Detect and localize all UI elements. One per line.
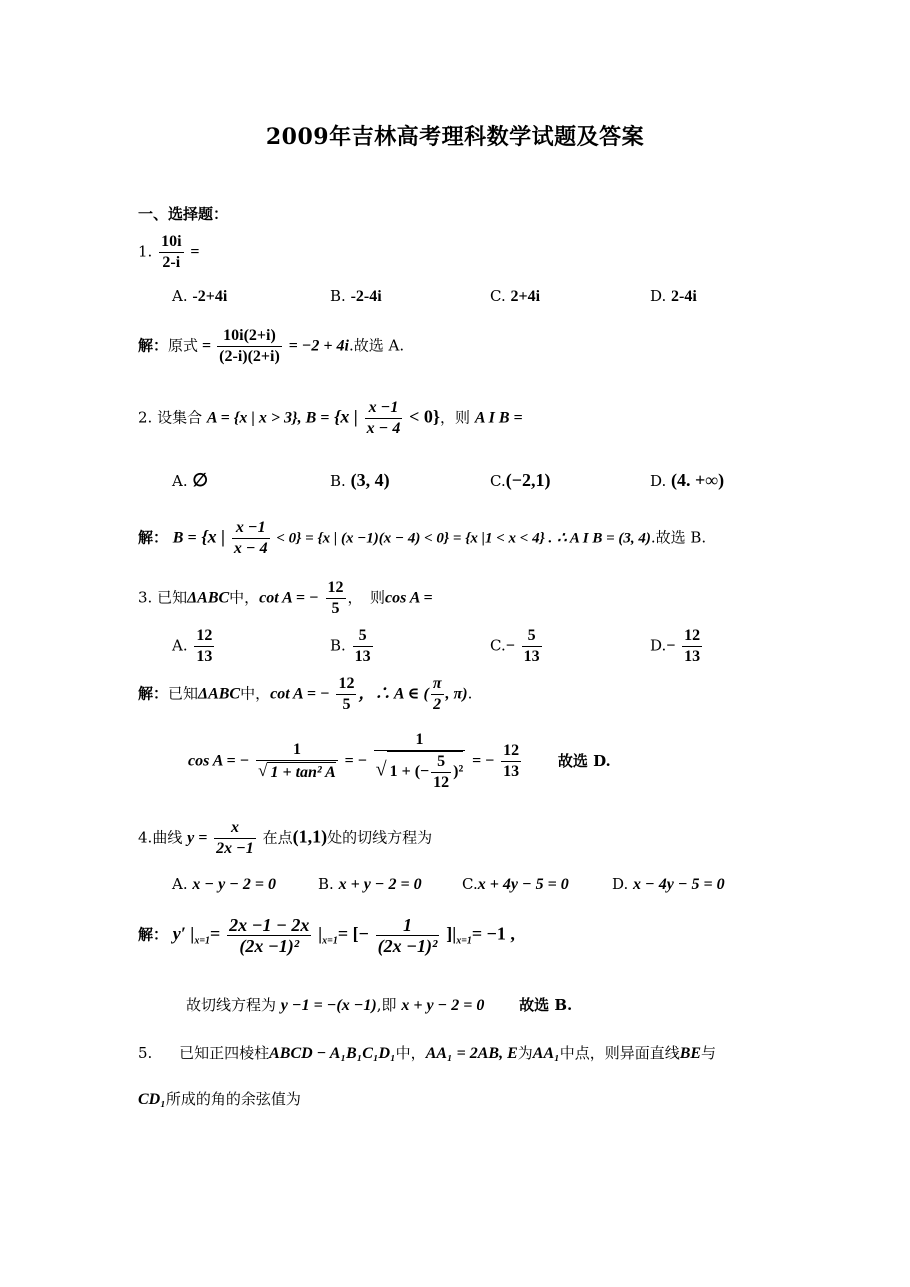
q3-cos-eq2: = − — [344, 752, 367, 770]
q5-mid2: 为 — [517, 1044, 533, 1062]
question-4 — [138, 818, 432, 859]
q4-solution: 解： y′ $|_{x=1}=$ $\frac{2x -1 - 2x}{\text{(2x −1)²}}$ $|_{x=1}=$ [− $\frac{1}{\text{(2x −1)²}}$ ]$|_{x=1}= -1$ , — [138, 915, 515, 956]
q4-line2-eq: y −1 = −(x −1) — [280, 997, 377, 1014]
q1-option-b: B. -2-4i — [330, 287, 382, 305]
q2-text: 设集合 — [157, 408, 203, 427]
q3-sol-dot: . — [467, 684, 473, 703]
q2-frac-den: x − 4 — [366, 420, 401, 437]
q3-cos-frac1: $\frac{1}{\text{√ 1 + tan² A}}$ — [258, 741, 336, 781]
q2-sol-end: .故选 B. — [650, 528, 707, 547]
q3-solution — [138, 674, 472, 715]
q2-sol-fraction — [232, 518, 270, 559]
question-2 — [138, 398, 523, 439]
q1-equals: = — [190, 243, 200, 261]
q1-sol-fraction — [217, 326, 282, 367]
page-title: 2009年吉林高考理科数学试题及答案 — [265, 124, 645, 150]
q2-solution — [138, 518, 706, 559]
q5-text: 已知正四棱柱 — [179, 1044, 270, 1062]
q4-option-c: C.x + 4y − 5 = 0 — [462, 875, 569, 893]
q4-line2-eq2: x + y − 2 = 0 — [401, 997, 485, 1014]
q4-option-b: B. x + y − 2 = 0 — [318, 875, 422, 893]
q4-fraction: $\frac{x}{2x -1}$ — [216, 819, 254, 857]
q3-option-a: A. $\frac{12}{13}$ — [172, 627, 213, 665]
q2-option-a: A. ∅ — [172, 470, 209, 490]
q5-cd1: CD₁ — [138, 1091, 166, 1108]
question-5 — [138, 1042, 716, 1063]
q4-text: 曲线 — [152, 828, 183, 847]
q2-sol-c: < 0} = {x | (x −1)(x − 4) < 0} = {x |1 < x < 4} . — [276, 530, 553, 547]
q1-number: 1. — [138, 242, 153, 261]
q3-sol-pi-end: , π) — [445, 685, 468, 703]
q5-be: BE — [679, 1045, 702, 1062]
q2-sol-b: {x | — [201, 526, 226, 547]
q4-y: y = — [187, 829, 208, 847]
q3-sol-mid: 中， — [240, 684, 271, 703]
q2-tail: ，则 — [440, 408, 471, 427]
q3-sol-fraction: $\frac{12}{5}$ — [338, 675, 355, 713]
q3-cos-frac3: $\frac{12}{13}$ — [503, 742, 520, 780]
q4-sol-frac1: $\frac{2x -1 - 2x}{\text{(2x −1)²}}$ — [229, 915, 310, 956]
q3-option-b: B. $\frac{5}{13}$ — [330, 627, 371, 665]
q2-option-c: C.(−2,1) — [490, 470, 551, 490]
q3-sol-prefix: 解： — [138, 684, 169, 703]
q4-option-d: D. x − 4y − 5 = 0 — [612, 875, 725, 893]
q1-fraction — [159, 232, 183, 273]
q2-option-b: B. (3, 4) — [330, 470, 390, 490]
q4-sol-prefix: 解： — [138, 925, 169, 944]
q3-cos-lhs: cos A = − — [188, 752, 250, 770]
question-5-line2 — [138, 1088, 301, 1109]
q5-number: 5. — [138, 1044, 153, 1062]
q3-tail: ， 则 — [347, 588, 386, 607]
q2-set-a: A = {x | x > 3}, B = — [206, 409, 330, 427]
q4-mid: 在点 — [262, 828, 293, 847]
q1-sol-end: .故选 A. — [348, 336, 405, 355]
q5-tail: 所成的角的余弦值为 — [165, 1090, 301, 1108]
q4-sol-y: y′ | — [172, 923, 195, 944]
q1-frac-num: 10i — [159, 232, 183, 253]
q3-sol-therefore: ，∴ A ∈ ( — [358, 685, 429, 703]
q2-sol-prefix: 解： — [138, 528, 169, 547]
q3-tail-expr: cos A = — [385, 589, 433, 607]
question-3 — [138, 578, 433, 619]
section-heading: 一、选择题： — [138, 205, 229, 223]
q2-fraction — [365, 398, 403, 439]
q5-mid4: 与 — [701, 1044, 717, 1062]
q3-triangle: ΔABC — [187, 589, 230, 607]
q2-sol-a: B = — [172, 529, 197, 547]
q1-sol-num: 10i(2+i) — [217, 326, 282, 347]
q1-option-d: D. 2-4i — [650, 287, 697, 305]
q5-aa1: AA₁ — [532, 1045, 560, 1062]
q3-sol-text: 已知 — [168, 684, 199, 703]
q4-number: 4. — [138, 828, 153, 847]
q3-fraction — [326, 578, 346, 619]
q3-frac-num: 12 — [326, 578, 346, 599]
q4-sol-frac2: $\frac{1}{\text{(2x −1)²}}$ — [377, 915, 438, 956]
q1-option-a: A. -2+4i — [172, 287, 228, 305]
q2-sol-den: x − 4 — [233, 540, 268, 557]
q3-sol-cot: cot A = − — [270, 685, 330, 703]
q5-mid3: 中点，则异面直线 — [559, 1044, 680, 1062]
q4-line2-mid: ,即 — [376, 996, 397, 1014]
q3-cos-frac2: 1 √ 1 + (− $\frac{5}{12}$ )² — [375, 731, 464, 791]
q3-cos-derivation — [188, 730, 611, 793]
q3-number: 3. — [138, 588, 153, 607]
q2-number: 2. — [138, 408, 153, 427]
q3-cos-eq3: = − — [472, 752, 495, 770]
q1-sol-text: 原式 — [168, 336, 199, 355]
q4-conclusion — [186, 994, 572, 1015]
q3-mid: 中， — [229, 588, 260, 607]
q1-sol-den: (2-i)(2+i) — [219, 348, 280, 365]
q4-line2-text: 故切线方程为 — [186, 996, 277, 1014]
q4-option-a: A. x − y − 2 = 0 — [172, 875, 276, 893]
q2-set-b-post: < 0} — [409, 406, 441, 427]
question-1 — [138, 232, 199, 273]
q2-frac-num: x −1 — [365, 398, 403, 419]
q1-option-c: C. 2+4i — [490, 287, 541, 305]
q5-cond: AA₁ = 2AB, E — [425, 1045, 518, 1062]
q3-option-d: D.− $\frac{12}{13}$ — [650, 627, 701, 665]
q3-sol-tri: ΔABC — [198, 685, 241, 703]
q3-text: 已知 — [157, 588, 188, 607]
q1-sol-result: = −2 + 4i — [288, 337, 349, 355]
q3-option-c: C.− $\frac{5}{13}$ — [490, 627, 540, 665]
q5-prism: ABCD − A₁B₁C₁D₁ — [269, 1045, 396, 1062]
q3-sol-pi-frac: $\frac{\pi}{2}$ — [432, 675, 442, 713]
q5-mid: 中， — [395, 1044, 426, 1062]
q2-sol-num: x −1 — [232, 518, 270, 539]
q2-set-b-pre: {x | — [334, 406, 358, 427]
q1-frac-den: 2-i — [162, 254, 181, 271]
q2-sol-d: ∴ A I B = (3, 4) — [557, 530, 651, 547]
q2-tail-expr: A I B = — [474, 409, 523, 427]
q4-point: (1,1) — [292, 826, 328, 847]
q3-cot: cot A = − — [259, 589, 319, 607]
q3-frac-den: 5 — [331, 600, 340, 617]
q4-line2-end: 故选 B. — [519, 996, 573, 1014]
q1-solution: 解：原式 = $\frac{10i(2+i)}{(2-i)(2+i)}$ = −2 + 4i.故选 A. — [138, 327, 405, 365]
q1-sol-prefix: 解： — [138, 336, 169, 355]
q3-cos-end: 故选 D. — [557, 751, 611, 770]
q2-option-d: D. (4. +∞) — [650, 470, 725, 490]
q4-tail: 处的切线方程为 — [327, 828, 433, 847]
